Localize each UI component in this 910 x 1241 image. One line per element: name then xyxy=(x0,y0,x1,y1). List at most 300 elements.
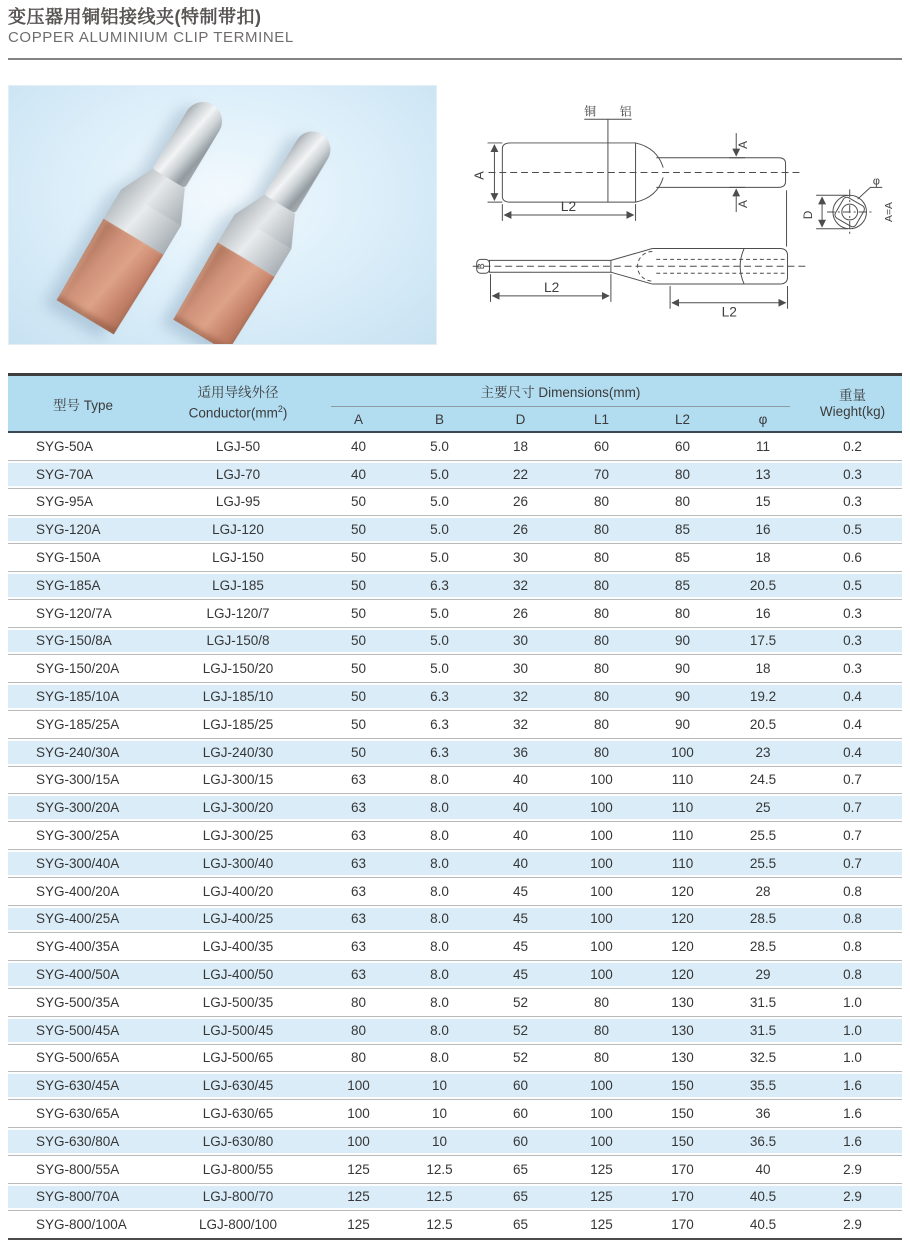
cell-dim-b: 6.3 xyxy=(399,571,480,599)
table-row xyxy=(8,655,902,683)
cell-dim-a: 125 xyxy=(347,1161,370,1177)
conductor-header-zh: 适用导线外径 xyxy=(197,385,279,401)
cell-type: SYG-185A xyxy=(8,571,158,599)
col-header-dim-l1: L1 xyxy=(561,407,642,432)
cell-dim-d: 45 xyxy=(512,883,529,899)
aluminium-barrel xyxy=(152,95,229,188)
col-header-weight xyxy=(803,375,902,433)
cell-dim-phi: 20.5 xyxy=(749,716,777,732)
cell-dim-a: 63 xyxy=(318,905,399,933)
cell-dim-d: 40 xyxy=(512,828,529,844)
cell-dim-a: 125 xyxy=(347,1217,370,1233)
cell-dim-d: 32 xyxy=(512,716,529,732)
aluminium-barrel xyxy=(264,125,337,214)
cell-dim-l1: 100 xyxy=(561,905,642,933)
table-row xyxy=(8,738,902,766)
cell-dim-d: 30 xyxy=(512,550,529,566)
cell-conductor: LGJ-400/35 xyxy=(202,939,274,955)
cell-dim-d: 32 xyxy=(480,571,561,599)
cell-dim-d: 40 xyxy=(480,849,561,877)
cell-weight: 0.3 xyxy=(843,661,862,677)
cell-dim-b: 8.0 xyxy=(399,905,480,933)
cell-dim-b: 10 xyxy=(399,1072,480,1100)
cell-dim-phi: 18 xyxy=(755,661,771,677)
table-row xyxy=(8,822,902,850)
cell-dim-l2: 120 xyxy=(642,961,723,989)
dim-label-a-bottom: A xyxy=(736,200,751,209)
col-header-dim-d: D xyxy=(480,407,561,432)
cell-dim-b: 6.3 xyxy=(399,738,480,766)
page-title-en: COPPER ALUMINIUM CLIP TERMINEL xyxy=(8,29,294,46)
cell-dim-a: 63 xyxy=(318,961,399,989)
section-label: A=A xyxy=(884,202,896,222)
cell-type: SYG-500/35A xyxy=(36,994,120,1010)
cell-conductor: LGJ-500/35 xyxy=(202,994,274,1010)
cell-dim-b: 5.0 xyxy=(430,438,449,454)
cell-weight: 1.6 xyxy=(803,1072,902,1100)
cell-dim-d: 26 xyxy=(512,605,529,621)
cell-dim-l2: 85 xyxy=(674,550,691,566)
cell-dim-d: 60 xyxy=(480,1072,561,1100)
cell-dim-l2: 85 xyxy=(642,516,723,544)
cell-dim-phi: 29 xyxy=(723,961,803,989)
cell-conductor: LGJ-120 xyxy=(158,516,318,544)
cell-dim-l1: 80 xyxy=(593,1050,610,1066)
cell-dim-b: 12.5 xyxy=(426,1161,453,1177)
cell-weight: 0.2 xyxy=(843,438,862,454)
cell-dim-l2: 130 xyxy=(671,994,694,1010)
cell-dim-l1: 100 xyxy=(561,961,642,989)
cell-dim-l2: 170 xyxy=(671,1217,694,1233)
cell-dim-d: 30 xyxy=(512,661,529,677)
cell-type: SYG-400/25A xyxy=(8,905,158,933)
cell-dim-l1: 100 xyxy=(590,883,613,899)
col-header-dim-b: B xyxy=(399,407,480,432)
dim-label-a-left: A xyxy=(471,171,487,180)
cell-dim-phi: 31.5 xyxy=(723,1016,803,1044)
cell-dim-l1: 80 xyxy=(561,683,642,711)
cell-type: SYG-300/25A xyxy=(36,828,120,844)
cell-dim-b: 12.5 xyxy=(399,1183,480,1211)
cell-dim-b: 5.0 xyxy=(399,627,480,655)
cell-conductor: LGJ-185/25 xyxy=(202,716,274,732)
cell-dim-l2: 60 xyxy=(674,438,691,454)
table-row xyxy=(8,432,902,460)
table-row xyxy=(8,877,902,905)
cell-dim-l2: 110 xyxy=(642,849,723,877)
cell-weight: 0.3 xyxy=(803,627,902,655)
cell-type: SYG-300/40A xyxy=(8,849,158,877)
cell-type: SYG-630/80A xyxy=(8,1127,158,1155)
cell-dim-b: 5.0 xyxy=(430,661,449,677)
cell-type: SYG-50A xyxy=(36,438,94,454)
cell-dim-l2: 100 xyxy=(642,738,723,766)
cell-dim-l2: 120 xyxy=(642,905,723,933)
table-row xyxy=(8,627,902,655)
cell-dim-l1: 80 xyxy=(561,627,642,655)
cell-weight: 1.0 xyxy=(843,994,862,1010)
product-photo xyxy=(8,85,437,345)
cell-dim-phi: 11 xyxy=(756,438,771,454)
col-header-type: 型号 Type xyxy=(8,375,158,433)
cell-weight: 0.7 xyxy=(803,849,902,877)
cell-dim-a: 40 xyxy=(318,460,399,488)
cell-dim-l1: 80 xyxy=(561,1016,642,1044)
cell-dim-b: 6.3 xyxy=(430,716,449,732)
cell-dim-d: 36 xyxy=(480,738,561,766)
cell-dim-l2: 90 xyxy=(674,661,691,677)
cell-dim-phi: 40 xyxy=(755,1161,771,1177)
cell-type: SYG-500/65A xyxy=(36,1050,120,1066)
cell-dim-d: 60 xyxy=(480,1127,561,1155)
cell-dim-d: 32 xyxy=(480,683,561,711)
dim-label-phi: φ xyxy=(872,175,880,188)
page-title-zh: 变压器用铜铝接线夹(特制带扣) xyxy=(8,7,262,27)
cell-dim-a: 50 xyxy=(318,738,399,766)
cell-weight: 0.7 xyxy=(803,794,902,822)
cell-dim-a: 63 xyxy=(350,939,367,955)
cell-dim-a: 63 xyxy=(318,794,399,822)
cell-dim-phi: 32.5 xyxy=(749,1050,777,1066)
cell-dim-d: 26 xyxy=(480,516,561,544)
conductor-header-en: $Conductor(mm^2)$ xyxy=(188,404,288,421)
cell-dim-d: 52 xyxy=(512,1050,529,1066)
cell-weight: 1.0 xyxy=(803,1016,902,1044)
cell-dim-a: 50 xyxy=(350,550,367,566)
cell-dim-a: 50 xyxy=(318,516,399,544)
cell-conductor: LGJ-630/80 xyxy=(158,1127,318,1155)
spec-section xyxy=(8,373,902,1240)
cell-weight: 0.3 xyxy=(843,605,862,621)
cell-dim-a: 50 xyxy=(350,661,367,677)
cell-weight: 0.8 xyxy=(843,883,862,899)
cell-weight: 1.6 xyxy=(803,1127,902,1155)
cell-type: SYG-300/15A xyxy=(36,772,120,788)
cell-dim-a: 80 xyxy=(350,994,367,1010)
cell-dim-a: 50 xyxy=(350,605,367,621)
cell-dim-l1: 125 xyxy=(590,1161,613,1177)
cell-dim-a: 63 xyxy=(318,849,399,877)
cell-conductor: LGJ-185 xyxy=(158,571,318,599)
col-header-dim-phi: φ xyxy=(723,407,803,432)
cell-dim-l2: 150 xyxy=(671,1106,694,1122)
table-row xyxy=(8,1183,902,1211)
table-row xyxy=(8,766,902,794)
table-row xyxy=(8,849,902,877)
cell-dim-l2: 90 xyxy=(642,683,723,711)
cell-dim-phi: 15 xyxy=(755,494,771,510)
cell-type: SYG-120/7A xyxy=(36,605,112,621)
cell-dim-l2: 110 xyxy=(671,828,694,844)
cell-dim-phi: 24.5 xyxy=(749,772,777,788)
table-header xyxy=(8,375,902,433)
cell-dim-phi: 40.5 xyxy=(723,1183,803,1211)
table-row xyxy=(8,683,902,711)
cell-dim-l2: 120 xyxy=(671,883,694,899)
table-row xyxy=(8,1072,902,1100)
cell-dim-phi: 13 xyxy=(723,460,803,488)
cell-dim-a: 100 xyxy=(318,1127,399,1155)
cell-type: SYG-95A xyxy=(36,494,94,510)
table-row xyxy=(8,1211,902,1239)
table-row xyxy=(8,1155,902,1183)
cell-dim-l2: 130 xyxy=(642,1016,723,1044)
cell-dim-phi: 25.5 xyxy=(749,828,777,844)
cell-dim-d: 52 xyxy=(512,994,529,1010)
cell-dim-l2: 150 xyxy=(642,1127,723,1155)
cell-dim-d: 65 xyxy=(512,1161,529,1177)
cell-dim-b: 8.0 xyxy=(430,828,449,844)
cell-type: SYG-240/30A xyxy=(8,738,158,766)
cell-conductor: LGJ-120/7 xyxy=(206,605,270,621)
cell-type: SYG-150/20A xyxy=(36,661,120,677)
cell-dim-b: 8.0 xyxy=(430,772,449,788)
cell-dim-b: 12.5 xyxy=(426,1217,453,1233)
dim-label-l2-barrel: L2 xyxy=(560,198,577,215)
section-crosshair xyxy=(827,189,872,234)
table-row xyxy=(8,516,902,544)
cell-type: SYG-185/25A xyxy=(36,716,120,732)
cell-dim-l1: 80 xyxy=(561,516,642,544)
cell-type: SYG-185/10A xyxy=(8,683,158,711)
cell-dim-phi: 36 xyxy=(755,1106,771,1122)
cell-dim-l1: 80 xyxy=(593,494,610,510)
cell-dim-a: 50 xyxy=(350,494,367,510)
cell-dim-l1: 80 xyxy=(593,605,610,621)
cell-dim-l1: 100 xyxy=(561,1072,642,1100)
cell-weight: 2.9 xyxy=(843,1217,862,1233)
cell-type: SYG-800/100A xyxy=(36,1217,127,1233)
cell-dim-l2: 110 xyxy=(671,772,694,788)
taper-cone xyxy=(636,143,664,202)
cell-weight: 0.6 xyxy=(843,550,862,566)
cell-weight: 0.4 xyxy=(843,716,862,732)
cell-dim-l2: 120 xyxy=(671,939,694,955)
cell-dim-b: 8.0 xyxy=(430,1050,449,1066)
label-aluminium: 铝 xyxy=(619,104,632,119)
cell-type: SYG-630/45A xyxy=(8,1072,158,1100)
cell-dim-l2: 90 xyxy=(674,716,691,732)
technical-drawing xyxy=(453,85,902,343)
cell-dim-l2: 110 xyxy=(642,794,723,822)
cell-dim-b: 5.0 xyxy=(399,460,480,488)
cell-weight: 2.9 xyxy=(803,1183,902,1211)
dimension-drawing-svg xyxy=(453,85,902,341)
cell-dim-phi: 25.5 xyxy=(723,849,803,877)
cell-weight: 0.8 xyxy=(843,939,862,955)
cell-dim-l1: 70 xyxy=(561,460,642,488)
cell-type: SYG-400/20A xyxy=(36,883,120,899)
cell-weight: 0.5 xyxy=(803,571,902,599)
cell-dim-d: 30 xyxy=(480,627,561,655)
cell-conductor: LGJ-240/30 xyxy=(158,738,318,766)
cell-conductor: LGJ-150 xyxy=(212,550,264,566)
cell-dim-a: 40 xyxy=(350,438,367,454)
cell-type: SYG-630/65A xyxy=(36,1106,120,1122)
cell-conductor: LGJ-400/50 xyxy=(158,961,318,989)
cell-conductor: LGJ-185/10 xyxy=(158,683,318,711)
cell-dim-b: 6.3 xyxy=(399,683,480,711)
cell-weight: 0.5 xyxy=(803,516,902,544)
cell-dim-l1: 125 xyxy=(590,1217,613,1233)
cell-dim-a: 63 xyxy=(350,772,367,788)
table-row xyxy=(8,1127,902,1155)
cell-dim-l2: 90 xyxy=(642,627,723,655)
col-header-dim-a: A xyxy=(318,407,399,432)
cell-weight: 0.7 xyxy=(843,828,862,844)
header-row-groups xyxy=(8,375,902,408)
cell-weight: 1.6 xyxy=(843,1106,862,1122)
cell-type: SYG-400/35A xyxy=(36,939,120,955)
cell-type: SYG-400/50A xyxy=(8,961,158,989)
cell-dim-phi: 40.5 xyxy=(749,1217,777,1233)
phi-leader-line xyxy=(858,187,883,199)
cell-dim-d: 40 xyxy=(480,794,561,822)
cell-dim-a: 50 xyxy=(350,716,367,732)
cell-dim-d: 26 xyxy=(512,494,529,510)
cell-dim-l2: 80 xyxy=(674,605,691,621)
table-row xyxy=(8,710,902,738)
cell-dim-a: 63 xyxy=(350,883,367,899)
cell-dim-l1: 80 xyxy=(593,661,610,677)
col-header-conductor xyxy=(158,375,318,433)
spec-table-body xyxy=(8,432,902,1239)
cell-dim-phi: 16 xyxy=(755,605,771,621)
cell-dim-b: 5.0 xyxy=(430,605,449,621)
cell-type: SYG-500/45A xyxy=(8,1016,158,1044)
header-divider xyxy=(8,58,902,60)
cell-weight: 0.3 xyxy=(843,494,862,510)
cell-conductor: LGJ-400/20 xyxy=(202,883,274,899)
cell-dim-phi: 17.5 xyxy=(723,627,803,655)
cell-conductor: LGJ-630/45 xyxy=(158,1072,318,1100)
cell-conductor: LGJ-800/70 xyxy=(158,1183,318,1211)
cell-dim-l1: 100 xyxy=(561,849,642,877)
cell-type: SYG-800/70A xyxy=(8,1183,158,1211)
cell-conductor: LGJ-70 xyxy=(158,460,318,488)
cell-type: SYG-70A xyxy=(8,460,158,488)
cell-conductor: LGJ-300/25 xyxy=(202,828,274,844)
cell-dim-phi: 28.5 xyxy=(749,939,777,955)
cell-weight: 2.9 xyxy=(843,1161,862,1177)
cell-dim-l1: 80 xyxy=(593,550,610,566)
table-row xyxy=(8,1016,902,1044)
cell-dim-l2: 85 xyxy=(642,571,723,599)
cell-dim-b: 8.0 xyxy=(430,994,449,1010)
table-row xyxy=(8,988,902,1016)
cell-dim-a: 100 xyxy=(347,1106,370,1122)
dim-label-l2-shaft: L2 xyxy=(544,278,560,295)
cell-dim-a: 50 xyxy=(318,571,399,599)
cell-dim-d: 45 xyxy=(480,961,561,989)
cell-type: SYG-120A xyxy=(8,516,158,544)
cell-dim-b: 8.0 xyxy=(399,961,480,989)
col-header-dimensions xyxy=(318,375,803,408)
cell-dim-phi: 18 xyxy=(755,550,771,566)
cell-dim-b: 5.0 xyxy=(430,494,449,510)
cell-type: SYG-150A xyxy=(36,550,101,566)
cell-dim-l1: 125 xyxy=(561,1183,642,1211)
spec-table xyxy=(8,373,902,1240)
cell-dim-l1: 80 xyxy=(593,994,610,1010)
cell-dim-a: 63 xyxy=(350,828,367,844)
dim-label-l2-lower: L2 xyxy=(721,303,737,320)
cell-weight: 0.8 xyxy=(803,961,902,989)
table-row xyxy=(8,905,902,933)
label-copper: 铜 xyxy=(584,104,597,119)
cell-dim-b: 10 xyxy=(431,1106,448,1122)
table-row xyxy=(8,794,902,822)
cell-dim-a: 125 xyxy=(318,1183,399,1211)
table-row xyxy=(8,460,902,488)
cell-dim-b: 8.0 xyxy=(399,1016,480,1044)
table-row xyxy=(8,933,902,961)
cell-dim-d: 18 xyxy=(512,438,529,454)
cell-conductor: LGJ-300/40 xyxy=(158,849,318,877)
cell-conductor: LGJ-150/8 xyxy=(158,627,318,655)
cell-weight: 0.8 xyxy=(803,905,902,933)
cell-dim-phi: 23 xyxy=(723,738,803,766)
cell-conductor: LGJ-400/25 xyxy=(158,905,318,933)
cell-dim-b: 8.0 xyxy=(399,794,480,822)
cell-dim-l1: 100 xyxy=(561,794,642,822)
cell-dim-l2: 150 xyxy=(642,1072,723,1100)
table-row xyxy=(8,961,902,989)
cell-dim-l1: 60 xyxy=(593,438,610,454)
cell-dim-d: 60 xyxy=(512,1106,529,1122)
cell-weight: 1.0 xyxy=(843,1050,862,1066)
cell-conductor: LGJ-800/100 xyxy=(198,1217,278,1233)
cell-dim-a: 80 xyxy=(350,1050,367,1066)
cell-conductor: LGJ-150/20 xyxy=(202,661,274,677)
table-row xyxy=(8,599,902,627)
cell-dim-phi: 16 xyxy=(723,516,803,544)
cell-dim-b: 5.0 xyxy=(399,516,480,544)
cell-dim-a: 50 xyxy=(318,627,399,655)
table-row xyxy=(8,488,902,516)
cell-type: SYG-150/8A xyxy=(8,627,158,655)
cell-dim-phi: 20.5 xyxy=(723,571,803,599)
cell-dim-d: 22 xyxy=(480,460,561,488)
cell-conductor: LGJ-500/65 xyxy=(202,1050,274,1066)
cell-dim-d: 65 xyxy=(512,1217,529,1233)
cell-dim-l2: 170 xyxy=(671,1161,694,1177)
table-row xyxy=(8,1100,902,1128)
table-row xyxy=(8,544,902,572)
weight-header-zh: 重量 xyxy=(839,387,867,403)
cell-conductor: LGJ-300/15 xyxy=(202,772,274,788)
cell-dim-l1: 80 xyxy=(561,738,642,766)
cell-dim-phi: 36.5 xyxy=(723,1127,803,1155)
cell-dim-d: 45 xyxy=(480,905,561,933)
cell-dim-l2: 80 xyxy=(642,460,723,488)
cell-dim-phi: 35.5 xyxy=(723,1072,803,1100)
cell-dim-phi: 19.2 xyxy=(723,683,803,711)
cell-dim-b: 8.0 xyxy=(430,939,449,955)
cell-dim-l2: 170 xyxy=(642,1183,723,1211)
col-header-dim-l2: L2 xyxy=(642,407,723,432)
dim-label-a-top: A xyxy=(736,140,751,149)
table-row xyxy=(8,1044,902,1072)
cell-dim-a: 80 xyxy=(318,1016,399,1044)
cell-weight: 0.4 xyxy=(803,683,902,711)
cell-dim-l2: 130 xyxy=(671,1050,694,1066)
cell-dim-l1: 100 xyxy=(590,1106,613,1122)
cell-dim-d: 65 xyxy=(480,1183,561,1211)
weight-header-en: Wieght(kg) xyxy=(819,403,886,419)
cell-conductor: LGJ-800/55 xyxy=(202,1161,274,1177)
cell-dim-phi: 28 xyxy=(755,883,771,899)
